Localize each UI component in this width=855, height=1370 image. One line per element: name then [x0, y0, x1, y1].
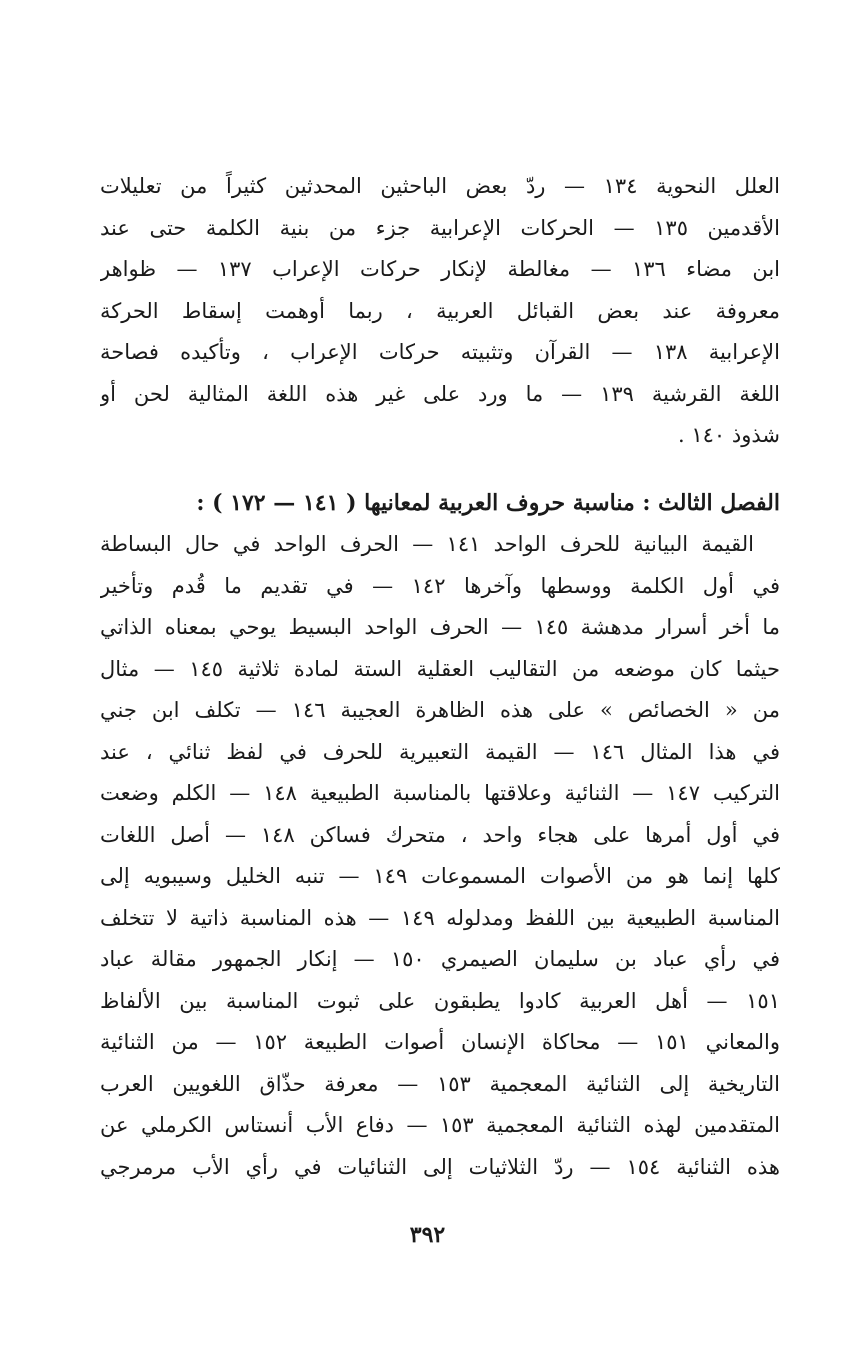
chapter-heading: الفصل الثالث : مناسبة حروف العربية لمعانيها ( ١٤١ — ١٧٢ ) :	[196, 490, 780, 516]
text-line: القيمة البيانية للحرف الواحد ١٤١ — الحرف الواحد في حال البساطة	[100, 532, 754, 556]
text-line: العلل النحوية ١٣٤ — ردّ بعض الباحثين المحدثين كثيراً من تعليلات	[100, 174, 780, 198]
text-line: ما أخر أسرار مدهشة ١٤٥ — الحرف الواحد البسيط يوحي بمعناه الذاتي	[100, 615, 780, 639]
text-line: التاريخية إلى الثنائية المعجمية ١٥٣ — معرفة حذّاق اللغويين العرب	[100, 1071, 780, 1096]
paragraph-chapter-three	[100, 524, 780, 1188]
text-line: من « الخصائص » على هذه الظاهرة العجيبة ١٤٦ — تكلف ابن جني	[100, 698, 780, 722]
text-line: في أول الكلمة ووسطها وآخرها ١٤٢ — في تقديم ما قُدم وتأخير	[100, 573, 780, 598]
page-number: ٣٩٢	[409, 1222, 446, 1248]
paragraph-index-continuation	[100, 166, 780, 457]
text-line: حيثما كان موضعه من التقاليب العقلية الستة لمادة ثلاثية ١٤٥ — مثال	[100, 656, 780, 681]
text-line: كلها إنما هو من الأصوات المسموعات ١٤٩ — تنبه الخليل وسيبويه إلى	[100, 864, 780, 888]
text-line: في أول أمرها على هجاء واحد ، متحرك فساكن ١٤٨ — أصل اللغات	[100, 822, 780, 847]
text-line: اللغة القرشية ١٣٩ — ما ورد على غير هذه اللغة المثالية لحن أو	[100, 381, 780, 406]
text-line: التركيب ١٤٧ — الثنائية وعلاقتها بالمناسبة الطبيعية ١٤٨ — الكلم وضعت	[100, 781, 780, 805]
text-line: المناسبة الطبيعية بين اللفظ ومدلوله ١٤٩ — هذه المناسبة ذاتية لا تتخلف	[100, 905, 780, 930]
text-line: الأقدمين ١٣٥ — الحركات الإعرابية جزء من بنية الكلمة حتى عند	[100, 215, 780, 240]
text-line: المتقدمين لهذه الثنائية المعجمية ١٥٣ — دفاع الأب أنستاس الكرملي عن	[100, 1113, 780, 1137]
text-line: والمعاني ١٥١ — محاكاة الإنسان أصوات الطبيعة ١٥٢ — من الثنائية	[100, 1030, 780, 1054]
text-line: في رأي عباد بن سليمان الصيمري ١٥٠ — إنكار الجمهور مقالة عباد	[100, 947, 780, 971]
text-line: معروفة عند بعض القبائل العربية ، ربما أوهمت إسقاط الحركة	[100, 298, 780, 323]
text-line: شذوذ ١٤٠ .	[678, 423, 780, 447]
text-line: ابن مضاء ١٣٦ — مغالطة لإنكار حركات الإعراب ١٣٧ — ظواهر	[100, 257, 780, 281]
text-line: الإعرابية ١٣٨ — القرآن وتثبيته حركات الإعراب ، وتأكيده فصاحة	[100, 340, 780, 364]
text-line: ١٥١ — أهل العربية كادوا يطبقون على ثبوت المناسبة بين الألفاظ	[100, 988, 780, 1013]
text-line: هذه الثنائية ١٥٤ — ردّ الثلاثيات إلى الثنائيات في رأي الأب مرمرجي	[100, 1154, 780, 1179]
text-line: في هذا المثال ١٤٦ — القيمة التعبيرية للحرف في لفظ ثنائي ، عند	[100, 739, 780, 764]
